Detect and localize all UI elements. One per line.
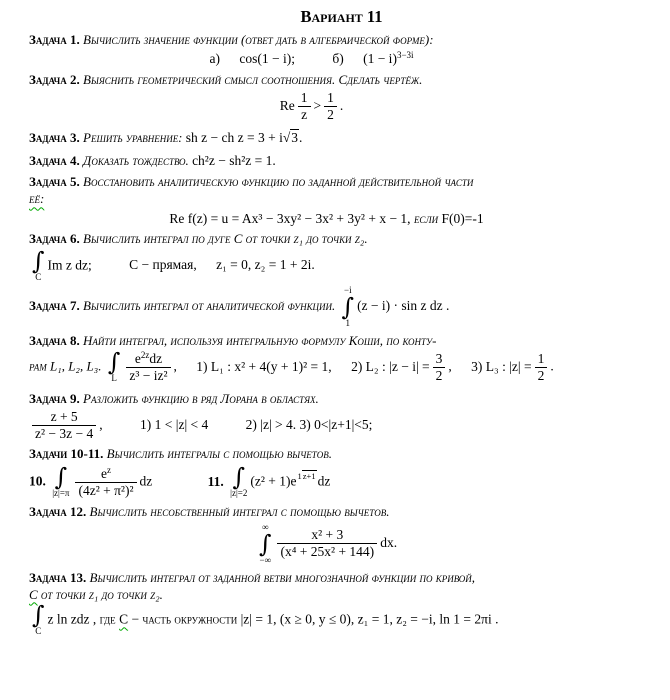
integral-symbol: ∫: [107, 347, 121, 376]
contour-integral-10: [52, 463, 70, 499]
denominator: (x⁴ + 25x² + 144): [277, 543, 377, 560]
task-13-formula: [29, 600, 654, 637]
comma: ,: [89, 611, 100, 627]
integral-lower-limit: 1: [345, 318, 351, 329]
denominator: z³ − iz²: [126, 367, 170, 384]
task-5-header: [29, 173, 654, 190]
contour-integral: [32, 246, 45, 283]
exp-base: e: [134, 351, 141, 367]
differential: dx.: [380, 534, 398, 550]
re-operator: Re: [279, 97, 295, 113]
integral-upper-limit: ∞: [261, 521, 269, 532]
exponent: 2z: [140, 350, 150, 361]
task-6-desc: Вычислить интеграл по дуге C от точки z₁ до точки z₂.: [79, 231, 368, 247]
integral-symbol: ∫: [258, 529, 272, 558]
denominator: (4z² + π²)²: [75, 482, 136, 499]
numerator: x² + 3: [311, 526, 344, 542]
item-a-label: а): [209, 51, 220, 67]
exponent-fraction: [298, 472, 317, 482]
integral-symbol: ∫: [341, 293, 355, 322]
task-13-desc-line2: [29, 586, 654, 603]
task-13-header: [29, 569, 654, 586]
task-5-formula: [29, 211, 624, 228]
numerator: z + 5: [50, 408, 78, 424]
task-2-header: [29, 71, 654, 88]
region-2: 2) |z| > 4.: [245, 416, 297, 432]
curve-description: C − прямая,: [129, 257, 197, 273]
task-7-label: Задача 7.: [29, 298, 80, 314]
task-5: [29, 173, 654, 227]
differential: dz: [149, 351, 163, 367]
task-12-label: Задача 12.: [29, 503, 87, 519]
integral-symbol: ∫: [32, 246, 45, 275]
fraction-1-over-z: [298, 90, 311, 123]
task-7: [29, 285, 654, 329]
tasks-10-11-desc: Вычислить интегралы с помощью вычетов.: [103, 446, 333, 462]
integrand: Im z dz;: [47, 257, 92, 273]
contour-2: 2) L₂ : |z − i| =: [351, 358, 430, 374]
where-word: где: [99, 611, 116, 627]
comma: ,: [99, 416, 103, 432]
task-3: [29, 129, 654, 147]
integral-symbol: ∫: [232, 463, 246, 492]
task-6-formula: [29, 246, 654, 283]
task-4-header: [29, 152, 654, 170]
item-a-formula: cos(1 − i);: [239, 51, 295, 67]
endpoints: z₁ = 0, z₂ = 1 + 2i.: [216, 257, 315, 273]
task-4: [29, 152, 654, 170]
task-13-desc: Вычислить интеграл от заданной ветви многозначной функции по кривой,: [86, 569, 476, 585]
equation-left: sh z − ch z = 3 + i: [185, 129, 283, 145]
fraction-1-over-2: [535, 351, 548, 384]
tasks-10-11: [29, 445, 654, 500]
task-13-label: Задача 13.: [29, 569, 87, 585]
numerator: 3: [435, 350, 443, 366]
differential-10: dz: [139, 473, 153, 489]
task-9-formula: [29, 409, 654, 442]
task-5-desc: Восстановить аналитическую функцию по заданной действительной части: [79, 174, 474, 190]
task-6-label: Задача 6.: [29, 231, 80, 247]
task-6: [29, 230, 654, 282]
task-2-formula: [29, 90, 594, 123]
task-3-desc: Решить уравнение:: [79, 129, 186, 145]
task-8-header: [29, 332, 654, 349]
contour-integral-11: [230, 463, 248, 499]
task-8: [29, 332, 654, 385]
condition-word: если: [413, 210, 439, 226]
radicand: 3: [291, 129, 299, 145]
item-10-number: 10.: [29, 473, 46, 489]
integrand-fraction-10: [75, 465, 136, 499]
task-4-label: Задача 4.: [29, 153, 80, 169]
task-8-label: Задача 8.: [29, 333, 80, 349]
task-13: [29, 569, 654, 637]
task-9: [29, 390, 654, 443]
integral-upper-limit: −i: [344, 285, 352, 296]
identity-formula: ch²z − sh²z = 1.: [192, 153, 276, 169]
task-1-desc: Вычислить значение функции (ответ дать в алгебраической форме):: [79, 32, 434, 47]
conditions: |z| = 1, (x ≥ 0, y ≤ 0), z₁ = 1, z₂ = −i, ln 1 = 2πi .: [240, 611, 499, 627]
relation-sign: >: [313, 97, 322, 113]
task-8-desc: Найти интеграл, используя интегральную формулу Коши, по конту-: [79, 333, 437, 349]
integrand-fraction: [126, 350, 170, 384]
integrand: (z − i) · sin z dz .: [357, 298, 450, 314]
integrand-11: (z² + 1)e: [250, 473, 297, 489]
task-1-header: [29, 31, 654, 48]
denominator: 2: [535, 367, 548, 384]
item-11-number: 11.: [207, 473, 224, 489]
definite-integral: [342, 285, 355, 329]
comma: ,: [173, 358, 177, 374]
denominator: z+1: [302, 470, 316, 481]
task-1: [29, 31, 654, 68]
contour-1: 1) L₁ : x² + 4(y + 1)² = 1,: [196, 358, 332, 374]
denominator: z² − 3z − 4: [32, 425, 96, 442]
task-3-label: Задача 3.: [29, 129, 80, 145]
task-7-header: [29, 285, 654, 329]
task-5-label: Задача 5.: [29, 174, 80, 190]
task-12-desc: Вычислить несобственный интеграл с помощью вычетов.: [86, 503, 390, 519]
condition-value: F(0)=-1: [441, 210, 484, 226]
integrand: z ln zdz: [47, 611, 90, 627]
real-part-formula: Re f(z) = u = Ax³ − 3xy² − 3x² + 3y² + x − 1,: [169, 210, 411, 226]
fraction-3-over-2: [433, 351, 446, 384]
task-12-header: [29, 503, 654, 520]
period: .: [550, 358, 554, 374]
task-12-formula: [29, 522, 624, 566]
tasks-10-11-header: [29, 445, 654, 462]
task-2-label: Задача 2.: [29, 72, 80, 88]
contour-integral: [107, 347, 121, 384]
denominator: z: [298, 106, 311, 123]
task-12: [29, 503, 654, 566]
task-7-desc: Вычислить интеграл от аналитической функции.: [79, 298, 339, 314]
integral-symbol: ∫: [54, 463, 68, 492]
item-b-exponent: 3−3i: [396, 50, 414, 61]
numerator: 1: [300, 90, 308, 106]
numerator: 1: [537, 350, 545, 366]
page-title: Вариант 11: [300, 7, 383, 26]
fraction-1-over-2: [324, 90, 337, 123]
task-2: [29, 71, 654, 124]
numerator: 1: [327, 90, 334, 106]
curve-letter: C: [29, 586, 38, 602]
tasks-10-11-formulas: [29, 465, 654, 499]
contour-integral: [32, 600, 45, 637]
function-fraction: [32, 409, 96, 442]
integral-lower-limit: C: [35, 271, 42, 282]
task-8-formula: [29, 347, 654, 384]
integral-lower-limit: |z|=π: [52, 488, 70, 499]
task-13-desc-continuation: от точки z₁ до точки z₂.: [40, 586, 163, 602]
integrand-fraction: [277, 527, 377, 560]
integral-lower-limit: −∞: [259, 554, 271, 565]
numerator: [126, 350, 170, 367]
task-3-header: [29, 129, 654, 147]
denominator: 2: [433, 367, 446, 384]
region-3: 3) 0<|z+1|<5;: [299, 416, 373, 432]
integral-lower-limit: C: [35, 625, 42, 636]
denominator: 2: [324, 106, 337, 123]
task-1-label: Задача 1.: [29, 32, 80, 47]
curve-letter: C: [119, 611, 129, 627]
numerator: [75, 465, 136, 482]
task-1-formula: [29, 50, 594, 68]
task-8-desc-continuation: рам L₁, L₂, L₃.: [29, 358, 102, 374]
exp-base: e: [101, 466, 107, 482]
task-9-label: Задача 9.: [29, 390, 80, 406]
comma: ,: [448, 358, 452, 374]
contour-3: 3) L₃ : |z| =: [471, 358, 532, 374]
item-b-base: (1 − i): [363, 51, 397, 67]
integral-lower-limit: |z|=2: [230, 488, 248, 499]
task-5-desc-line2: [29, 190, 654, 207]
square-root: [283, 129, 299, 145]
sqrt-symbol: √: [282, 129, 291, 145]
task-9-desc: Разложить функцию в ряд Лорана в областях.: [79, 390, 319, 406]
task-4-desc: Доказать тождество.: [79, 153, 193, 169]
period: .: [339, 97, 344, 113]
task-2-desc: Выяснить геометрический смысл соотношения. Сделать чертёж.: [79, 72, 423, 88]
task-9-header: [29, 390, 654, 407]
tasks-10-11-label: Задачи 10-11.: [29, 446, 104, 462]
integral-symbol: ∫: [32, 600, 45, 629]
exponent: z: [107, 465, 111, 476]
region-1: 1) 1 < |z| < 4: [140, 416, 209, 432]
differential-11: dz: [317, 473, 331, 489]
curve-description: − часть окружности: [131, 611, 238, 627]
item-b-label: б): [332, 51, 344, 67]
task-5-desc-continuation: её:: [29, 191, 45, 207]
equation-end: .: [299, 129, 303, 145]
numerator: 1: [297, 470, 302, 481]
integral-lower-limit: L: [111, 373, 117, 384]
improper-integral: [259, 522, 272, 566]
task-6-header: [29, 230, 654, 247]
